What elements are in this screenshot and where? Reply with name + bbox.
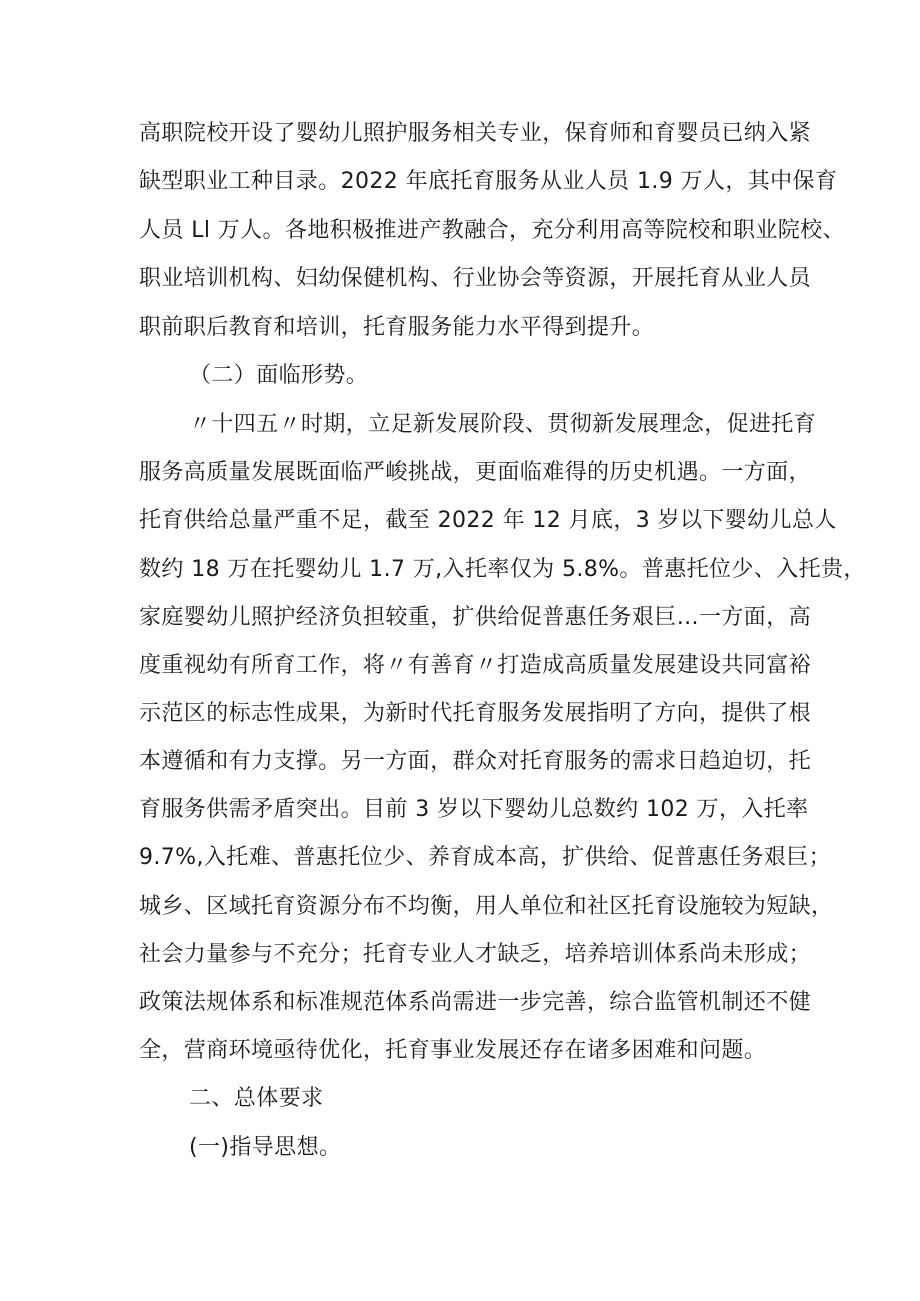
text-line: 政策法规体系和标准规范体系尚需进一步完善，综合监管机制还不健: [139, 990, 812, 1015]
text-line: 城乡、区域托育资源分布不均衡，用人单位和社区托育设施较为短缺，: [139, 894, 834, 919]
text-line: 育服务供需矛盾突出。目前 3 岁以下婴幼儿总数约 102 万，入托率: [139, 797, 809, 822]
text-line: 示范区的标志性成果，为新时代托育服务发展指明了方向，提供了根: [139, 701, 812, 726]
text-line: 全，营商环境亟待优化，托育事业发展还存在诸多困难和问题。: [139, 1038, 767, 1063]
text-line: 职前职后教育和培训，托育服务能力水平得到提升。: [139, 315, 655, 340]
text-line: 高职院校开设了婴幼儿照护服务相关专业，保育师和育婴员已纳入紧: [139, 121, 812, 146]
text-line: 9.7%,入托难、普惠托位少、养育成本高，扩供给、促普惠任务艰巨；: [139, 845, 832, 870]
text-line: 托育供给总量严重不足，截至 2022 年 12 月底，3 岁以下婴幼儿总人: [139, 508, 837, 533]
text-line: 社会力量参与不充分；托育专业人才缺乏，培养培训体系尚未形成；: [139, 942, 812, 967]
text-line: 家庭婴幼儿照护经济负担较重，扩供给促普惠任务艰巨…一方面，高: [139, 605, 812, 630]
text-line: 本遵循和有力支撑。另一方面，群众对托育服务的需求日趋迫切，托: [139, 749, 812, 774]
subsection-heading: (一)指导思想。: [189, 1135, 342, 1160]
paragraph-first-line: 〃十四五〃时期，立足新发展阶段、贯彻新发展理念，促进托育: [189, 412, 817, 437]
text-line: 职业培训机构、妇幼保健机构、行业协会等资源，开展托育从业人员: [139, 266, 812, 291]
text-line: 度重视幼有所育工作，将〃有善育〃打造成高质量发展建设共同富裕: [139, 653, 812, 678]
text-line: 数约 18 万在托婴幼儿 1.7 万,入托率仅为 5.8%。普惠托位少、入托贵，: [139, 557, 866, 582]
text-line: 服务高质量发展既面临严峻挑战，更面临难得的历史机遇。一方面，: [139, 460, 812, 485]
text-line: 人员 Ll 万人。各地积极推进产教融合，充分利用高等院校和职业院校、: [139, 218, 845, 243]
section-heading: （二）面临形势。: [189, 363, 369, 388]
text-line: 缺型职业工种目录。2022 年底托育服务从业人员 1.9 万人，其中保育: [139, 169, 838, 194]
chapter-heading: 二、总体要求: [189, 1086, 324, 1111]
